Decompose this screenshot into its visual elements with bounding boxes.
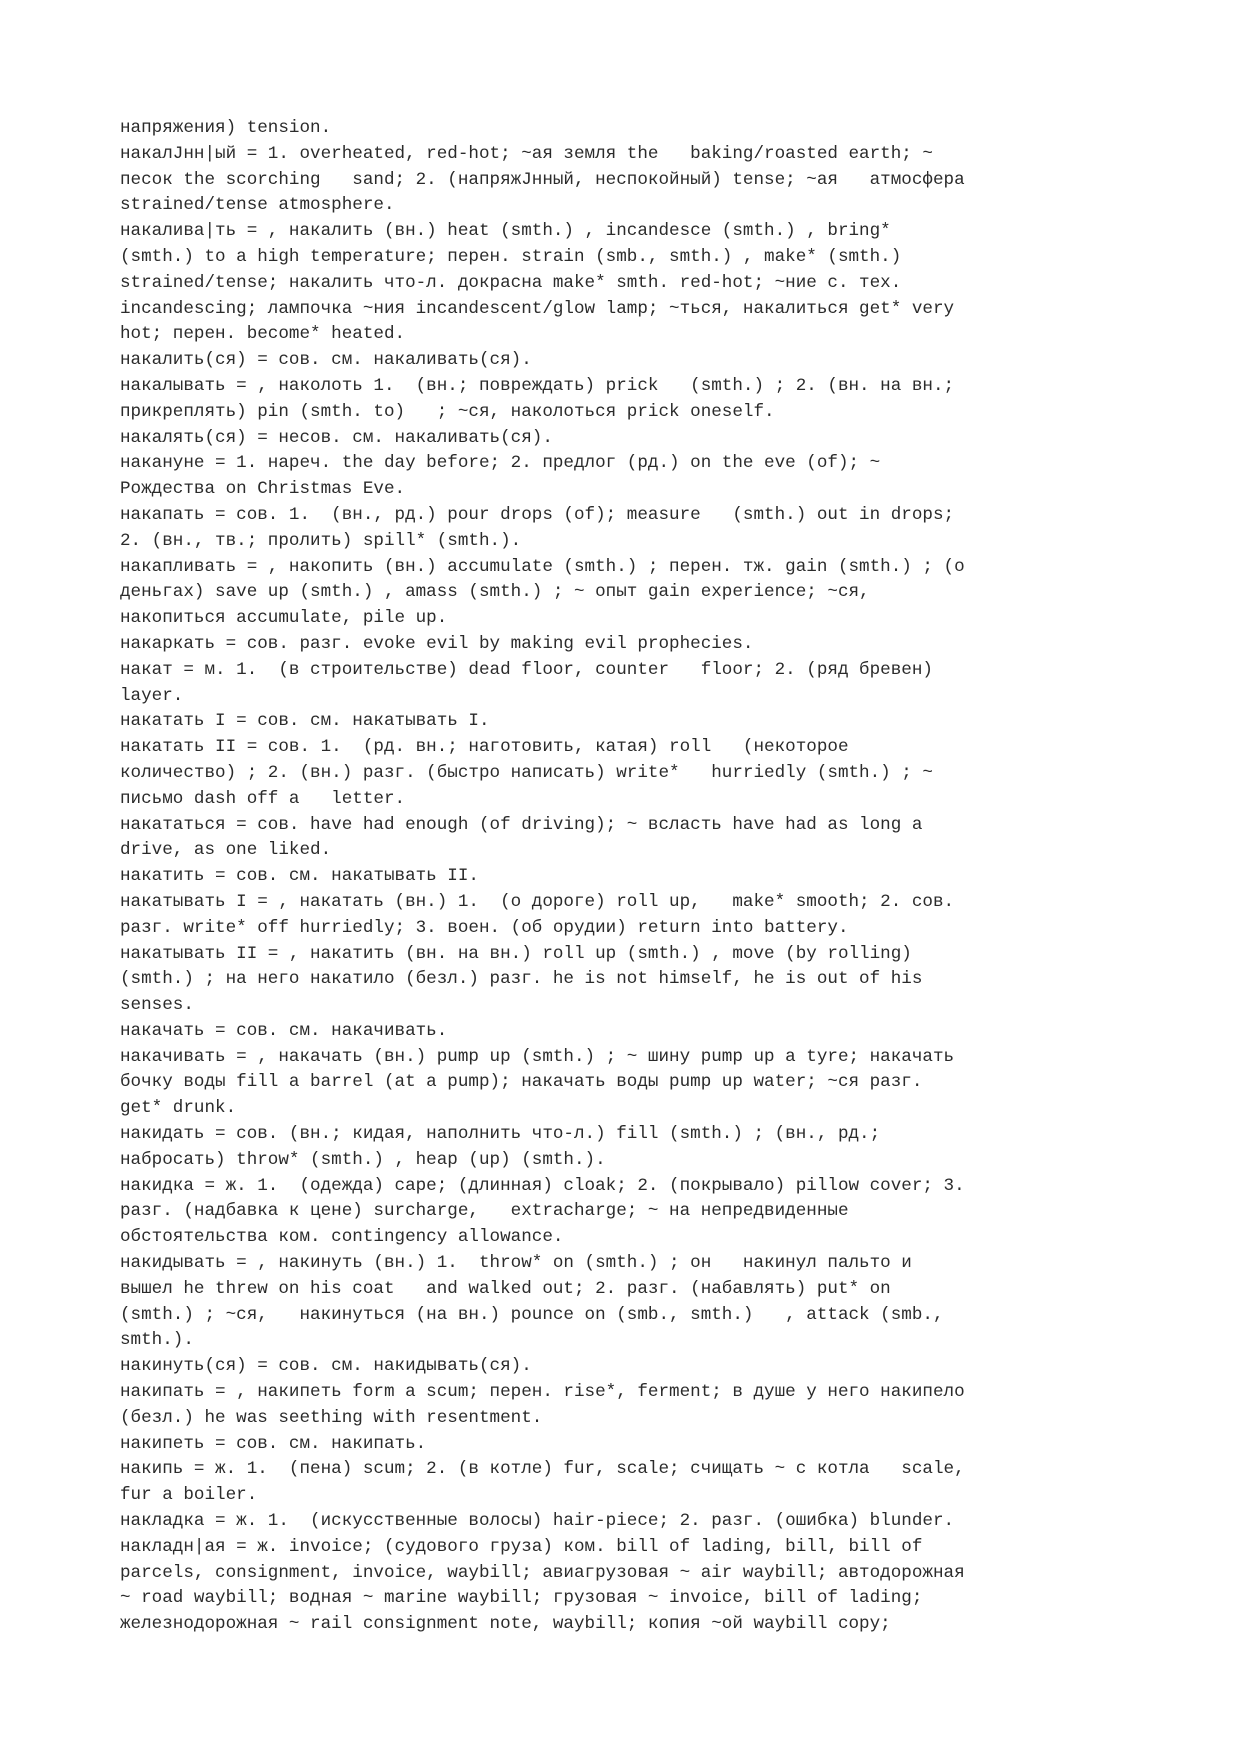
text-line: накаркать = сов. разг. evoke evil by making evil prophecies. bbox=[120, 633, 754, 654]
text-line: накалJнн|ый = 1. overheated, red-hot; ~ая земля the baking/roasted earth; ~ bbox=[120, 143, 933, 164]
text-line: накипь = ж. 1. (пена) scum; 2. (в котле) fur, scale; счищать ~ с котла scale, bbox=[120, 1459, 965, 1480]
text-line: накатать I = сов. см. накатывать I. bbox=[120, 711, 490, 732]
text-line: incandescing; лампочка ~ния incandescent/glow lamp; ~ться, накалиться get* very bbox=[120, 298, 955, 319]
text-line: layer. bbox=[120, 685, 184, 706]
text-line: накачать = сов. см. накачивать. bbox=[120, 1020, 448, 1041]
text-line: hot; перен. become* heated. bbox=[120, 324, 406, 345]
text-line: strained/tense; накалить что-л. докрасна make* smth. red-hot; ~ние с. тех. bbox=[120, 272, 902, 293]
text-line: бочку воды fill a barrel (at a pump); накачать воды pump up water; ~ся разг. bbox=[120, 1072, 923, 1093]
text-line: деньгах) save up (smth.) , amass (smth.) ; ~ опыт gain experience; ~ся, bbox=[120, 582, 870, 603]
text-line: накапать = сов. 1. (вн., рд.) pour drops (of); measure (smth.) out in drops; bbox=[120, 504, 955, 525]
text-line: накалить(ся) = сов. см. накаливать(ся). bbox=[120, 350, 532, 371]
text-line: напряжения) tension. bbox=[120, 118, 332, 138]
text-line: накалывать = , наколоть 1. (вн.; повреждать) prick (smth.) ; 2. (вн. на вн.; bbox=[120, 375, 955, 396]
text-line: накинуть(ся) = сов. см. накидывать(ся). bbox=[120, 1356, 532, 1377]
text-line: strained/tense atmosphere. bbox=[120, 195, 395, 216]
text-line: parcels, consignment, invoice, waybill; авиагрузовая ~ air waybill; автодорожная bbox=[120, 1562, 965, 1583]
text-line: накатать II = сов. 1. (рд. вн.; наготовить, катая) roll (некоторое bbox=[120, 737, 849, 758]
text-line: накачивать = , накачать (вн.) pump up (smth.) ; ~ шину pump up a tyre; накачать bbox=[120, 1046, 955, 1067]
text-line: накалять(ся) = несов. см. накаливать(ся). bbox=[120, 427, 553, 448]
text-line: накатывать II = , накатить (вн. на вн.) roll up (smth.) , move (by rolling) bbox=[120, 943, 912, 964]
text-line: (безл.) he was seething with resentment. bbox=[120, 1407, 543, 1428]
text-line: накалива|ть = , накалить (вн.) heat (smth.) , incandesce (smth.) , bring* bbox=[120, 221, 891, 242]
text-line: накидать = сов. (вн.; кидая, наполнить что-л.) fill (smth.) ; (вн., рд.; bbox=[120, 1124, 881, 1145]
text-line: накатывать I = , накатать (вн.) 1. (о дороге) roll up, make* smooth; 2. сов. bbox=[120, 891, 955, 912]
text-line: железнодорожная ~ rail consignment note, waybill; копия ~ой waybill copy; bbox=[120, 1614, 891, 1635]
text-line: get* drunk. bbox=[120, 1098, 237, 1119]
text-line: Рождества on Christmas Eve. bbox=[120, 479, 406, 500]
text-line: 2. (вн., тв.; пролить) spill* (smth.). bbox=[120, 530, 522, 551]
text-line: накануне = 1. нареч. the day before; 2. предлог (рд.) on the eve (of); ~ bbox=[120, 453, 881, 474]
text-line: накидывать = , накинуть (вн.) 1. throw* on (smth.) ; он накинул пальто и bbox=[120, 1253, 912, 1274]
text-line: smth.). bbox=[120, 1330, 194, 1351]
text-line: разг. write* off hurriedly; 3. воен. (об орудии) return into battery. bbox=[120, 917, 849, 938]
text-line: fur a boiler. bbox=[120, 1485, 258, 1506]
text-line: накатить = сов. см. накатывать II. bbox=[120, 866, 479, 887]
text-line: накладн|ая = ж. invoice; (судового груза) ком. bill of lading, bill, bill of bbox=[120, 1536, 923, 1557]
text-line: письмо dash off a letter. bbox=[120, 788, 406, 809]
text-line: ~ road waybill; водная ~ marine waybill; грузовая ~ invoice, bill of lading; bbox=[120, 1588, 923, 1609]
text-line: накладка = ж. 1. (искусственные волосы) hair-piece; 2. разг. (ошибка) blunder. bbox=[120, 1511, 955, 1532]
text-line: вышел he threw on his coat and walked out; 2. разг. (набавлять) put* on bbox=[120, 1278, 891, 1299]
text-line: обстоятельства ком. contingency allowance. bbox=[120, 1227, 564, 1248]
text-line bbox=[120, 1638, 1140, 1664]
text-line: прикреплять) pin (smth. to) ; ~ся, наколоться prick oneself. bbox=[120, 401, 775, 422]
text-line: накидка = ж. 1. (одежда) cape; (длинная) cloak; 2. (покрывало) pillow cover; 3. bbox=[120, 1175, 965, 1196]
text-line: накататься = сов. have had enough (of driving); ~ всласть have had as long a bbox=[120, 814, 923, 835]
text-line: накопиться accumulate, pile up. bbox=[120, 608, 448, 629]
text-line: накипеть = сов. см. накипать. bbox=[120, 1433, 427, 1454]
text-line: накипать = , накипеть form a scum; перен. rise*, ferment; в душе у него накипело bbox=[120, 1382, 965, 1403]
text-line: песок the scorching sand; 2. (напряжJнный, неспокойный) tense; ~ая атмосфера bbox=[120, 169, 965, 190]
text-line: разг. (надбавка к цене) surcharge, extracharge; ~ на непредвиденные bbox=[120, 1201, 849, 1222]
text-line: накат = м. 1. (в строительстве) dead floor, counter floor; 2. (ряд бревен) bbox=[120, 659, 933, 680]
text-line: набросать) throw* (smth.) , heap (up) (smth.). bbox=[120, 1149, 606, 1170]
text-line: накапливать = , накопить (вн.) accumulate (smth.) ; перен. тж. gain (smth.) ; (о bbox=[120, 556, 965, 577]
dictionary-page bbox=[120, 116, 1140, 1664]
text-line: (smth.) to a high temperature; перен. strain (smb., smth.) , make* (smth.) bbox=[120, 246, 902, 267]
text-line: senses. bbox=[120, 995, 194, 1016]
text-line: количество) ; 2. (вн.) разг. (быстро написать) write* hurriedly (smth.) ; ~ bbox=[120, 762, 933, 783]
text-line: drive, as one liked. bbox=[120, 840, 332, 861]
text-line: (smth.) ; ~ся, накинуться (на вн.) pounce on (smb., smth.) , attack (smb., bbox=[120, 1304, 944, 1325]
text-line: (smth.) ; на него накатило (безл.) разг. he is not himself, he is out of his bbox=[120, 969, 923, 990]
